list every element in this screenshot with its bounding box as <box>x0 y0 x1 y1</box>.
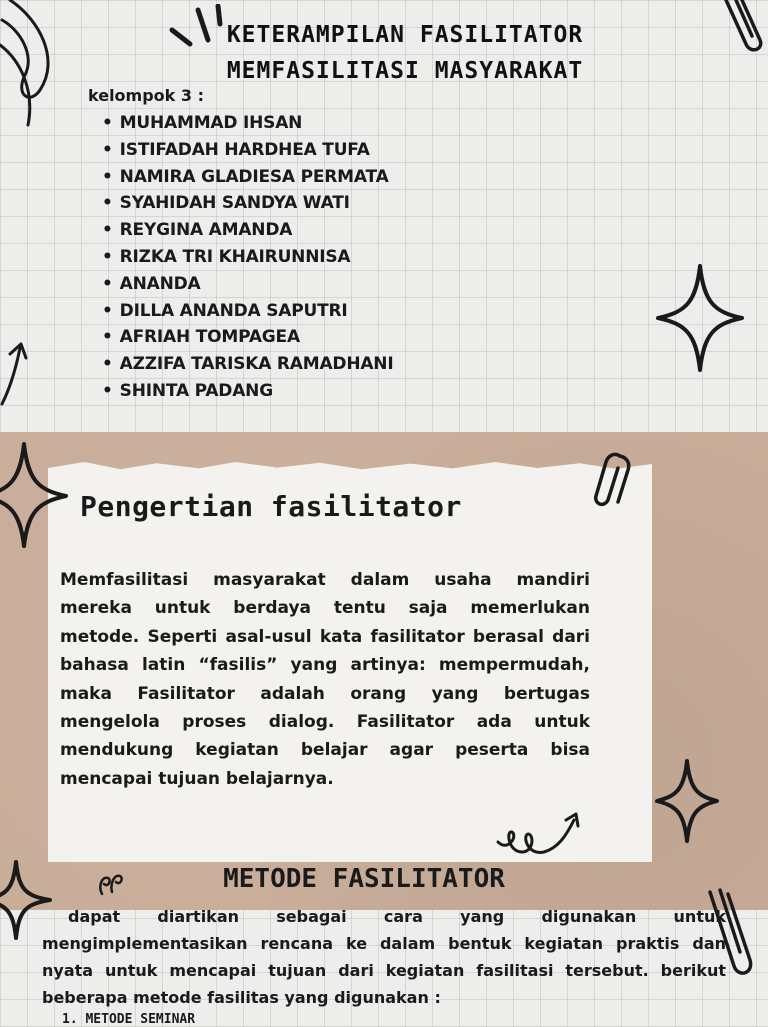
list-item: • RIZKA TRI KHAIRUNNISA <box>102 244 393 271</box>
loop-arrow-icon <box>494 808 586 862</box>
page-title-line-1: KETERAMPILAN FASILITATOR <box>226 22 584 48</box>
definition-title: Pengertian fasilitator <box>80 490 462 523</box>
sparkle-icon <box>0 858 54 942</box>
list-item: • SHINTA PADANG <box>102 378 393 405</box>
sparkle-icon <box>654 758 720 844</box>
paperclip-icon <box>590 452 634 512</box>
list-item: • AFRIAH TOMPAGEA <box>102 324 393 351</box>
list-item: • ANANDA <box>102 271 393 298</box>
arrow-doodle-icon <box>0 338 34 408</box>
page-title-line-2: MEMFASILITASI MASYARAKAT <box>226 58 584 84</box>
method-body: dapat diartikan sebagai cara yang digunakan untuk mengimplementasikan rencana ke dalam bentuk kegiatan praktis dan nyata untuk mencapai tujuan dari kegiatan fasilitasi tersebut. berikut beberapa metode fasilitas yang digunakan : <box>42 907 726 1007</box>
list-item: • DILLA ANANDA SAPUTRI <box>102 298 393 325</box>
method-first-item: 1. METODE SEMINAR <box>62 1012 196 1027</box>
list-item: • AZZIFA TARISKA RAMADHANI <box>102 351 393 378</box>
spark-lines-icon <box>168 4 228 54</box>
method-title: METODE FASILITATOR <box>223 864 505 894</box>
swirl-doodle-icon <box>96 866 130 898</box>
group-label: kelompok 3 : <box>88 86 204 105</box>
definition-body: Memfasilitasi masyarakat dalam usaha mandiri mereka untuk berdaya tentu saja memerlukan metode. Seperti asal-usul kata fasilitator berasal dari bahasa latin “fasilis” yang artinya: mempermudah, maka Fasilitator adalah orang yang bertugas mengelola proses dialog. Fasilitator ada untuk mendukung kegiatan belajar agar peserta bisa mencapai tujuan belajarnya. <box>60 570 590 789</box>
sparkle-icon <box>654 262 746 374</box>
list-item: • ISTIFADAH HARDHEA TUFA <box>102 137 393 164</box>
list-item: • NAMIRA GLADIESA PERMATA <box>102 164 393 191</box>
list-item: • REYGINA AMANDA <box>102 217 393 244</box>
member-list <box>102 110 393 405</box>
paperclip-icon <box>700 886 756 980</box>
paperclip-icon <box>716 0 768 62</box>
sparkle-icon <box>0 440 70 550</box>
list-item: • SYAHIDAH SANDYA WATI <box>102 190 393 217</box>
swirl-doodle-icon <box>0 0 70 130</box>
list-item: • MUHAMMAD IHSAN <box>102 110 393 137</box>
